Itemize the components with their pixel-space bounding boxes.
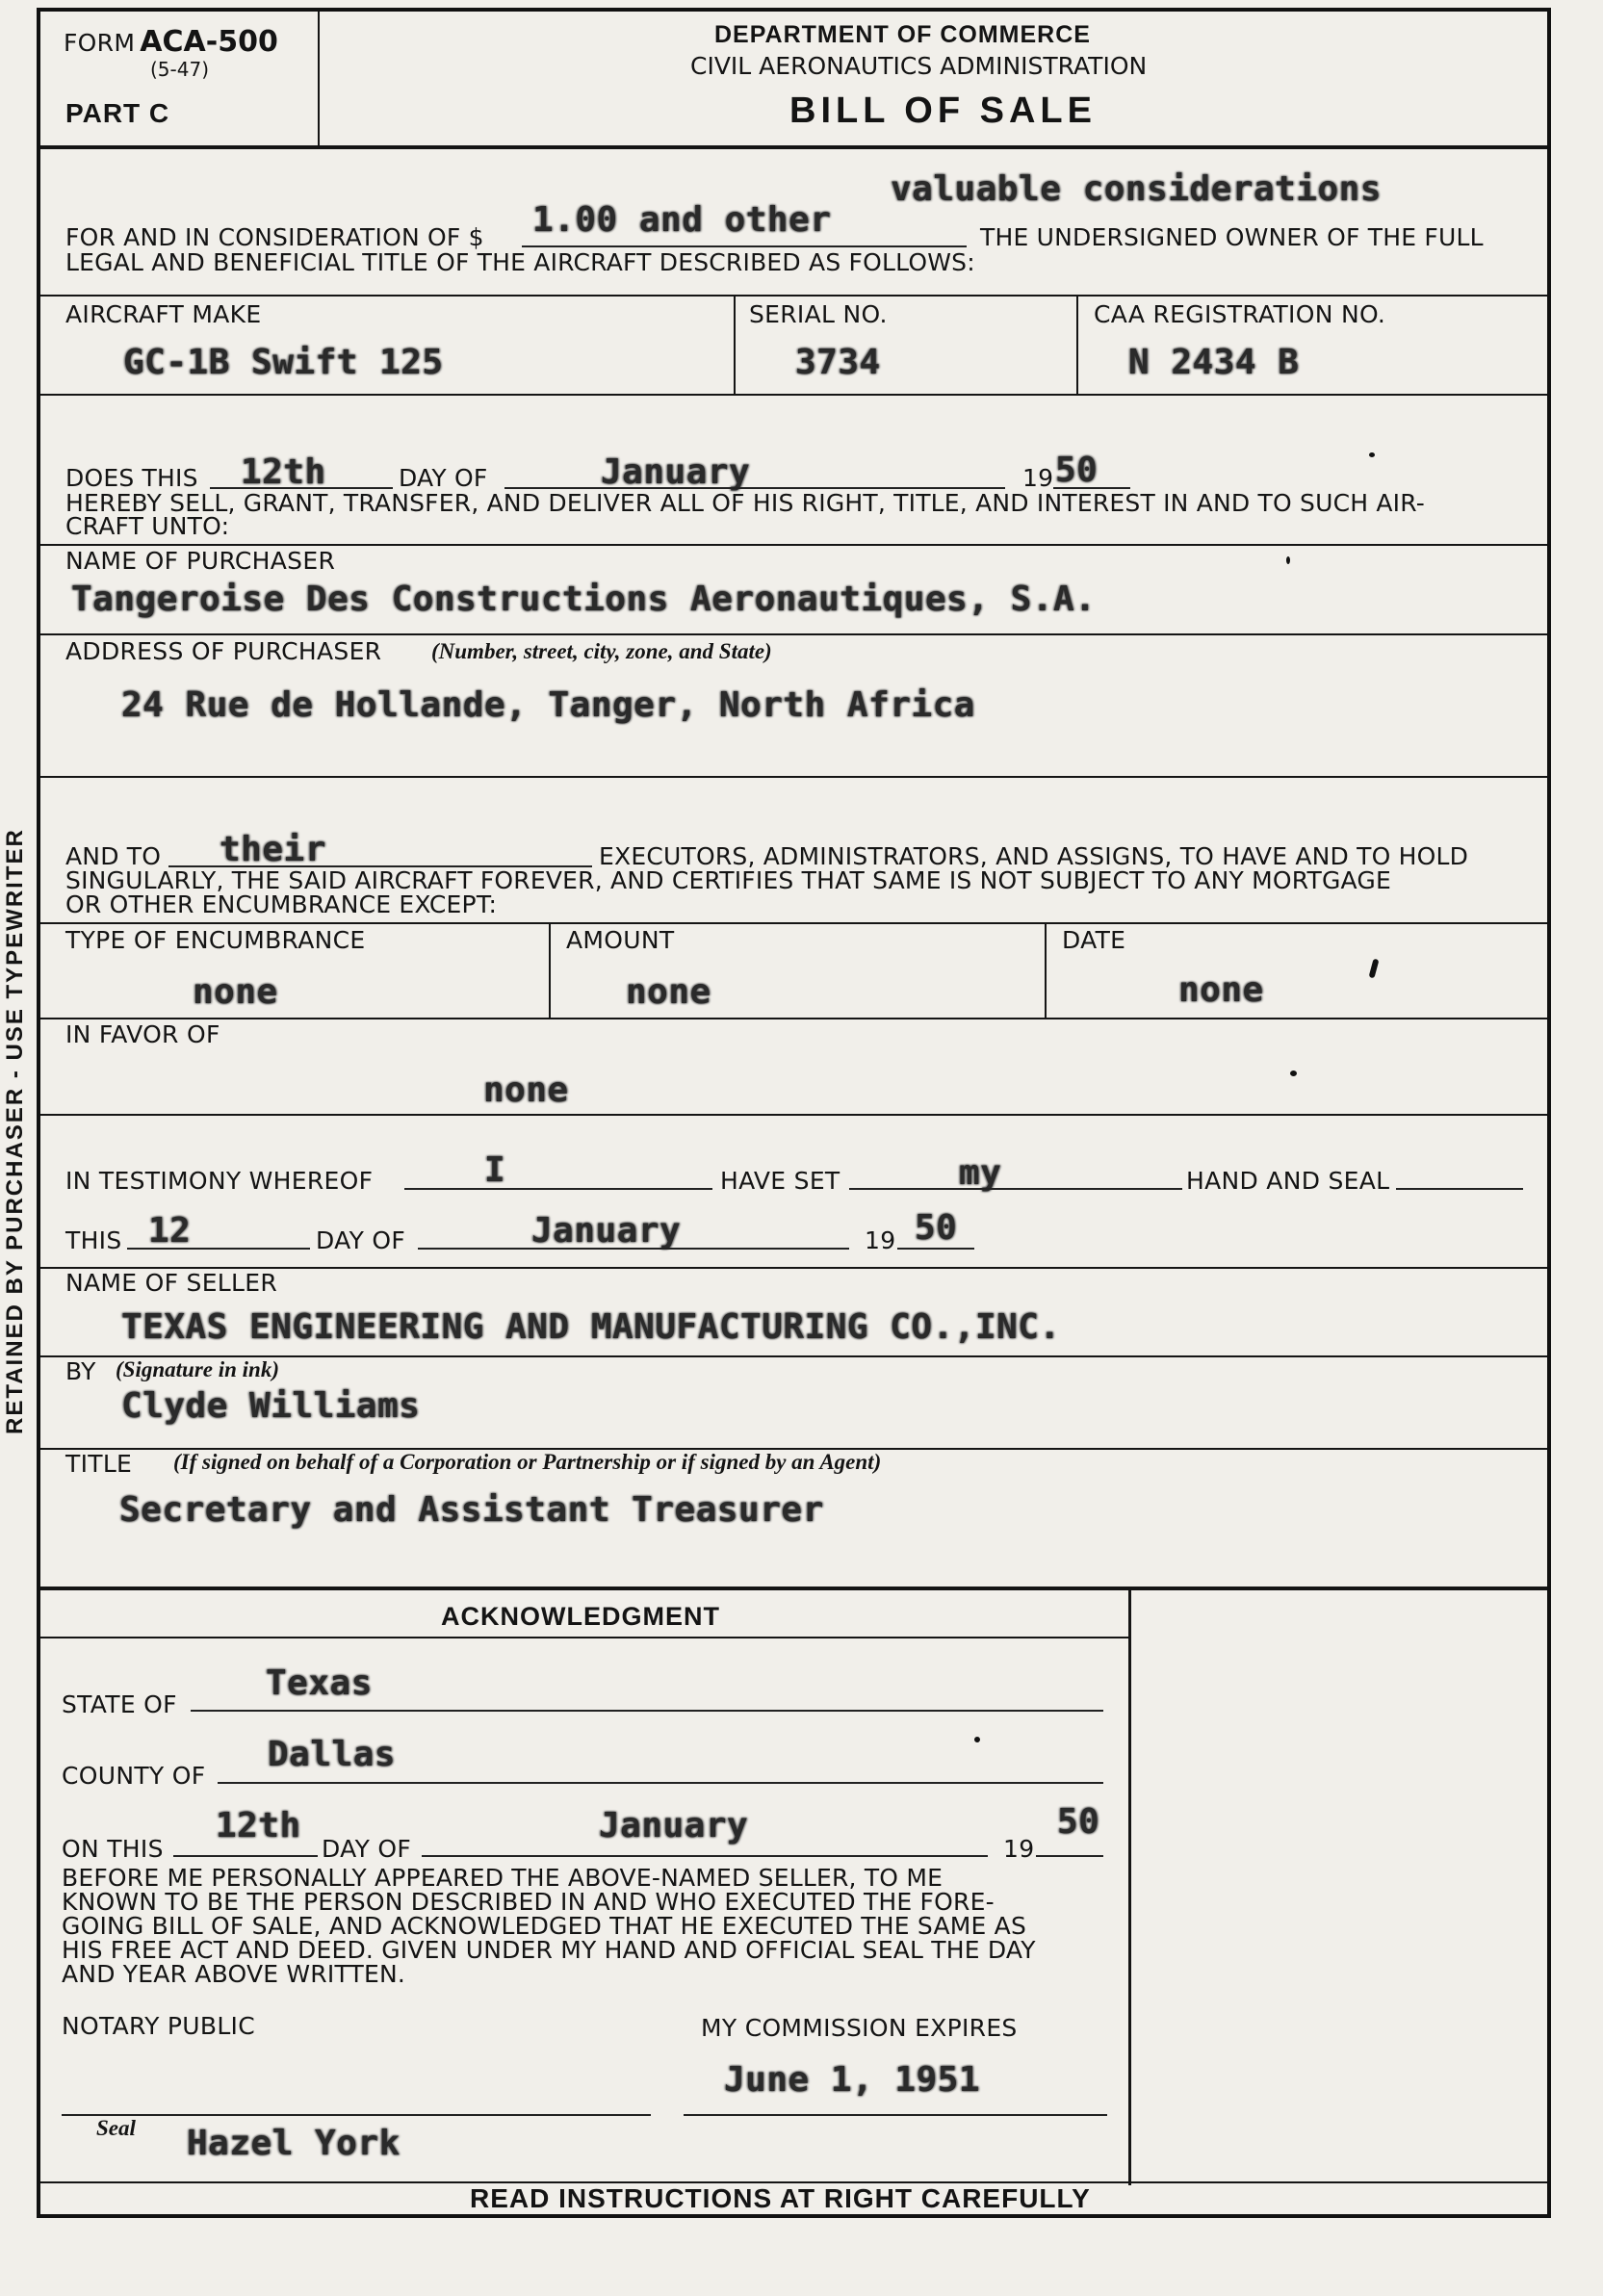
testimony-whose-fill [849, 1188, 1182, 1190]
ink-speck [1369, 452, 1375, 457]
registration-value: N 2434 B [1128, 343, 1300, 382]
aircraft-divider-2 [1076, 295, 1078, 395]
testimony-day-fill [127, 1248, 310, 1250]
serial-label: SERIAL NO. [749, 300, 888, 328]
assigns-top-rule [40, 776, 1547, 778]
encumbrance-divider-1 [549, 922, 551, 1019]
seller-by-hint: (Signature in ink) [116, 1357, 279, 1381]
encumbrance-type-label: TYPE OF ENCUMBRANCE [65, 926, 366, 954]
testimony-who-fill [404, 1188, 712, 1190]
ack-year-value: 50 [1057, 1802, 1100, 1842]
favor-value: none [483, 1071, 569, 1110]
testimony-month-fill [418, 1248, 849, 1250]
form-number: ACA-500 [140, 25, 278, 59]
assigns-text-line2: SINGULARLY, THE SAID AIRCRAFT FOREVER, AND CERTIFIES THAT SAME IS NOT SUBJECT TO ANY MORTGAGE [65, 866, 1391, 894]
encumbrance-amount-value: none [626, 972, 711, 1012]
transfer-year-value: 50 [1055, 451, 1099, 490]
purchaser-address-top-rule [40, 633, 1547, 635]
ack-county-fill [218, 1782, 1103, 1784]
acknowledgment-heading-rule [40, 1637, 1130, 1638]
testimony-hand-seal: HAND AND SEAL [1186, 1167, 1390, 1195]
ack-on-this: ON THIS [62, 1835, 164, 1863]
seller-title-hint: (If signed on behalf of a Corporation or Partnership or if signed by an Agent) [173, 1450, 882, 1474]
testimony-top-rule [40, 1114, 1547, 1116]
testimony-day-value: 12 [148, 1211, 192, 1251]
testimony-who-value: I [484, 1150, 506, 1190]
ink-speck [974, 1737, 980, 1742]
aircraft-make-value: GC-1B Swift 125 [123, 343, 444, 382]
consideration-amount-line1: 1.00 and other [532, 200, 832, 240]
aircraft-divider-1 [734, 295, 736, 395]
header-divider [318, 12, 320, 146]
ack-year-prefix: 19 [1003, 1835, 1035, 1863]
encumbrance-date-value: none [1178, 970, 1264, 1010]
encumbrance-date-label: DATE [1062, 926, 1126, 954]
consideration-label-start: FOR AND IN CONSIDERATION OF $ [65, 223, 484, 251]
ack-body-line-3: GOING BILL OF SALE, AND ACKNOWLEDGED THAT HE EXECUTED THE SAME AS [62, 1912, 1027, 1940]
transfer-year-prefix: 19 [1022, 464, 1054, 492]
ack-commission-value: June 1, 1951 [724, 2060, 981, 2100]
encumbrance-amount-label: AMOUNT [566, 926, 675, 954]
purchaser-address-hint: (Number, street, city, zone, and State) [431, 639, 772, 663]
ack-body-line-5: AND YEAR ABOVE WRITTEN. [62, 1960, 405, 1988]
assigns-and-to: AND TO [65, 842, 162, 870]
side-instruction-label: RETAINED BY PURCHASER - USE TYPEWRITER [2, 828, 28, 1434]
ack-day-value: 12th [216, 1806, 301, 1845]
form-date: (5-47) [150, 58, 209, 81]
consideration-amount-line2: valuable considerations [891, 169, 1382, 209]
form-number-block [64, 25, 278, 59]
ack-body-line-2: KNOWN TO BE THE PERSON DESCRIBED IN AND WHO EXECUTED THE FORE- [62, 1888, 995, 1916]
ack-commission-label: MY COMMISSION EXPIRES [701, 2014, 1018, 2042]
encumbrance-divider-2 [1045, 922, 1047, 1019]
ack-county-value: Dallas [268, 1735, 397, 1774]
form-part: PART C [65, 98, 170, 128]
seller-by-label: BY [65, 1357, 96, 1385]
testimony-whose-value: my [959, 1153, 1002, 1193]
ack-year-fill [1036, 1855, 1103, 1857]
form-prefix: FORM [64, 29, 136, 57]
testimony-year-value: 50 [915, 1208, 958, 1248]
ack-day-of: DAY OF [322, 1835, 412, 1863]
ack-month-fill [422, 1855, 988, 1857]
ink-speck [1290, 1071, 1297, 1076]
seller-name-value: TEXAS ENGINEERING AND MANUFACTURING CO.,INC. [121, 1307, 1061, 1347]
aircraft-bottom-rule [40, 394, 1547, 396]
ack-seal-label: Seal [96, 2116, 136, 2140]
page-title: BILL OF SALE [789, 90, 1097, 131]
consideration-label-end: THE UNDERSIGNED OWNER OF THE FULL [980, 223, 1484, 251]
testimony-seal-fill [1396, 1188, 1523, 1190]
testimony-this: THIS [65, 1226, 122, 1254]
assigns-text-end: EXECUTORS, ADMINISTRATORS, AND ASSIGNS, TO HAVE AND TO HOLD [599, 842, 1469, 870]
registration-label: CAA REGISTRATION NO. [1094, 300, 1386, 328]
favor-label: IN FAVOR OF [65, 1020, 220, 1048]
purchaser-name-value: Tangeroise Des Constructions Aeronautiques, S.A. [71, 580, 1097, 619]
agency-name: CIVIL AERONAUTICS ADMINISTRATION [690, 52, 1148, 80]
testimony-year-prefix: 19 [865, 1226, 896, 1254]
favor-top-rule [40, 1018, 1547, 1019]
encumbrance-type-value: none [193, 972, 278, 1012]
assigns-value: their [220, 830, 326, 869]
serial-value: 3734 [795, 343, 881, 382]
encumbrance-top-rule [40, 922, 1547, 924]
testimony-have-set: HAVE SET [720, 1167, 840, 1195]
transfer-day-of: DAY OF [399, 464, 488, 492]
ack-month-value: January [599, 1806, 749, 1845]
purchaser-address-label: ADDRESS OF PURCHASER [65, 637, 382, 665]
seller-title-label: TITLE [65, 1450, 133, 1478]
aircraft-top-rule [40, 295, 1547, 297]
seller-name-label: NAME OF SELLER [65, 1269, 278, 1297]
ack-state-value: Texas [266, 1664, 373, 1703]
ack-state-label: STATE OF [62, 1690, 177, 1718]
purchaser-address-value: 24 Rue de Hollande, Tanger, North Africa [121, 685, 975, 725]
department-name: DEPARTMENT OF COMMERCE [714, 21, 1091, 48]
transfer-month-value: January [601, 452, 751, 492]
testimony-day-of: DAY OF [316, 1226, 406, 1254]
aircraft-make-label: AIRCRAFT MAKE [65, 300, 262, 328]
acknowledgment-heading: ACKNOWLEDGMENT [441, 1602, 720, 1631]
purchaser-name-top-rule [40, 544, 1547, 546]
header-bottom-rule [40, 145, 1547, 149]
seller-title-value: Secretary and Assistant Treasurer [119, 1490, 824, 1530]
assigns-text-line3: OR OTHER ENCUMBRANCE EXCEPT: [65, 890, 498, 918]
seller-by-value: Clyde Williams [121, 1386, 421, 1426]
footer-instruction: READ INSTRUCTIONS AT RIGHT CAREFULLY [470, 2183, 1091, 2213]
ack-body-line-1: BEFORE ME PERSONALLY APPEARED THE ABOVE-NAMED SELLER, TO ME [62, 1864, 944, 1892]
acknowledgment-top-rule [40, 1587, 1547, 1590]
testimony-label: IN TESTIMONY WHEREOF [65, 1167, 374, 1195]
transfer-text-line1: HEREBY SELL, GRANT, TRANSFER, AND DELIVER ALL OF HIS RIGHT, TITLE, AND INTEREST IN AND TO SUCH AIR- [65, 489, 1426, 517]
ack-notary-fill [62, 2114, 651, 2116]
ack-body-line-4: HIS FREE ACT AND DEED. GIVEN UNDER MY HAND AND OFFICIAL SEAL THE DAY [62, 1936, 1036, 1964]
transfer-text-line2: CRAFT UNTO: [65, 512, 230, 540]
transfer-day-value: 12th [241, 452, 326, 492]
testimony-month-value: January [531, 1211, 682, 1251]
ack-county-label: COUNTY OF [62, 1762, 206, 1790]
transfer-does-this: DOES THIS [65, 464, 198, 492]
acknowledgment-right-border [1128, 1588, 1131, 2185]
purchaser-name-label: NAME OF PURCHASER [65, 547, 336, 575]
testimony-year-fill [897, 1248, 974, 1250]
ack-day-fill [173, 1855, 318, 1857]
consideration-fill-line [522, 245, 967, 247]
ack-notary-label: NOTARY PUBLIC [62, 2012, 255, 2040]
ink-speck [1286, 556, 1290, 564]
ack-commission-fill [684, 2114, 1107, 2116]
consideration-label-line2: LEGAL AND BENEFICIAL TITLE OF THE AIRCRAFT DESCRIBED AS FOLLOWS: [65, 248, 975, 276]
ack-state-fill [191, 1710, 1103, 1712]
ack-notary-value: Hazel York [187, 2124, 401, 2163]
